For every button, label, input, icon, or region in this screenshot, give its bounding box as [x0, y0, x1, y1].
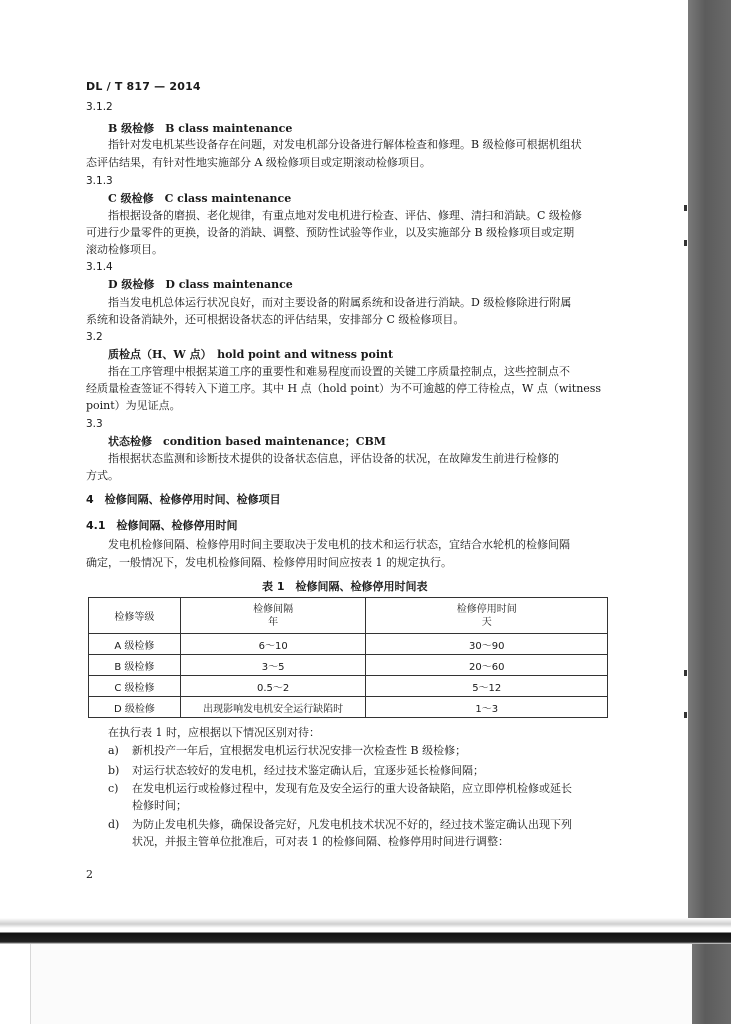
table-caption: 表 1 检修间隔、检修停用时间表: [262, 580, 428, 593]
scan-edge-bottom: [0, 918, 731, 944]
section-text-line: 指当发电机总体运行状况良好，而对主要设备的附属系统和设备进行消缺。D 级检修除进行附属: [108, 296, 572, 309]
list-item-text: 对运行状态较好的发电机，经过技术鉴定确认后，宜逐步延长检修间隔；: [132, 764, 484, 777]
cell-downtime: 30～90: [366, 634, 608, 655]
section-text-line: 方式。: [86, 469, 119, 482]
scan-speck: [684, 670, 687, 676]
section-text-line: 滚动检修项目。: [86, 243, 163, 256]
header-interval-unit: 年: [268, 616, 279, 628]
section-title: B 级检修 B class maintenance: [108, 122, 293, 135]
scan-speck: [684, 205, 687, 211]
table-row: [89, 634, 608, 655]
section-number: 3.1.4: [86, 261, 113, 273]
header-interval-label: 检修间隔: [253, 603, 294, 615]
section-text-line: 发电机检修间隔、检修停用时间主要取决于发电机的技术和运行状态，宜结合水轮机的检修间隔: [108, 538, 570, 551]
section-number: 3.3: [86, 418, 103, 430]
section-title: 质检点（H、W 点） hold point and witness point: [108, 348, 394, 361]
list-item-label: a): [108, 744, 119, 757]
list-item-text: 在发电机运行或检修过程中，发现有危及安全运行的重大设备缺陷，应立即停机检修或延长: [132, 782, 572, 795]
page-number: 2: [86, 868, 93, 881]
table-row: [89, 655, 608, 676]
section-number: 3.1.2: [86, 101, 113, 113]
list-item-label: d): [108, 818, 120, 831]
maintenance-interval-table: [88, 597, 608, 718]
section-number: 3.2: [86, 331, 103, 343]
cell-interval: 6～10: [180, 634, 366, 655]
scan-speck: [684, 240, 687, 246]
cell-interval: 出现影响发电机安全运行缺陷时: [180, 697, 366, 718]
cell-downtime: 20～60: [366, 655, 608, 676]
subsection-heading: 4.1 检修间隔、检修停用时间: [86, 519, 238, 532]
section-text-line: 确定，一般情况下，发电机检修间隔、检修停用时间应按表 1 的规定执行。: [86, 556, 452, 569]
document-header-id: DL / T 817 — 2014: [86, 80, 201, 93]
cell-level: B 级检修: [89, 655, 181, 676]
table-row: [89, 676, 608, 697]
table-row: [89, 697, 608, 718]
section-title: C 级检修 C class maintenance: [108, 192, 292, 205]
header-downtime: [366, 598, 608, 634]
cell-interval: 0.5～2: [180, 676, 366, 697]
section-text-line: 指针对发电机某些设备存在问题，对发电机部分设备进行解体检查和修理。B 级检修可根据机组状: [108, 138, 582, 151]
list-item-text: 状况，并报主管单位批准后，可对表 1 的检修间隔、检修停用时间进行调整：: [132, 835, 509, 848]
section-text-line: 经质量检查签证不得转入下道工序。其中 H 点（hold point）为不可逾越的停工待检点，W 点（witness: [86, 382, 602, 395]
section-text-line: 可进行少量零件的更换，设备的消缺、调整、预防性试验等作业，以及实施部分 B 级检修项目或定期: [86, 226, 575, 239]
list-item-label: b): [108, 764, 120, 777]
list-item-text: 检修时间；: [132, 799, 187, 812]
cell-level: D 级检修: [89, 697, 181, 718]
header-interval: [180, 598, 366, 634]
cell-level: C 级检修: [89, 676, 181, 697]
header-downtime-unit: 天: [481, 616, 492, 628]
section-text-line: 指根据状态监测和诊断技术提供的设备状态信息，评估设备的状况，在故障发生前进行检修的: [108, 452, 559, 465]
cell-level: A 级检修: [89, 634, 181, 655]
section-title: 状态检修 condition based maintenance；CBM: [108, 435, 386, 448]
section-number: 3.1.3: [86, 175, 113, 187]
table-header-row: [89, 598, 608, 634]
cell-downtime: 1～3: [366, 697, 608, 718]
list-item-text: 新机投产一年后，宜根据发电机运行状况安排一次检查性 B 级检修；: [132, 744, 467, 757]
next-page-edge: [30, 944, 692, 1024]
section-text-line: 指根据设备的磨损、老化规律，有重点地对发电机进行检查、评估、修理、清扫和消缺。C 级检修: [108, 209, 582, 222]
header-downtime-label: 检修停用时间: [456, 603, 517, 615]
section-text-line: 态评估结果，有针对性地实施部分 A 级检修项目或定期滚动检修项目。: [86, 156, 431, 169]
section-text-line: 系统和设备消缺外，还可根据设备状态的评估结果，安排部分 C 级检修项目。: [86, 313, 465, 326]
scan-speck: [684, 712, 687, 718]
list-item-text: 为防止发电机失修，确保设备完好，凡发电机技术状况不好的，经过技术鉴定确认出现下列: [132, 818, 572, 831]
scan-edge-right: [688, 0, 731, 1024]
section-text-line: point）为见证点。: [86, 399, 181, 412]
cell-downtime: 5～12: [366, 676, 608, 697]
list-item-label: c): [108, 782, 119, 795]
chapter-heading: 4 检修间隔、检修停用时间、检修项目: [86, 493, 281, 506]
section-title: D 级检修 D class maintenance: [108, 278, 293, 291]
header-level: 检修等级: [89, 598, 181, 634]
list-intro: 在执行表 1 时，应根据以下情况区别对待：: [108, 726, 320, 739]
section-text-line: 指在工序管理中根据某道工序的重要性和难易程度而设置的关键工序质量控制点，这些控制点不: [108, 365, 570, 378]
cell-interval: 3～5: [180, 655, 366, 676]
